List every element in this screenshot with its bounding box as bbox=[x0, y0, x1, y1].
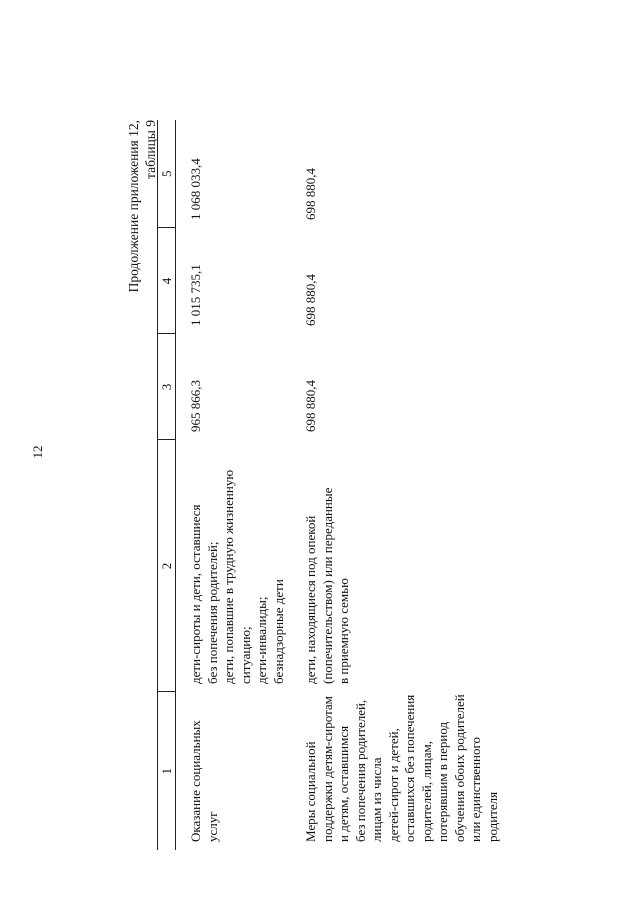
row1-value-4: 1 015 735,1 bbox=[188, 264, 203, 326]
row2-recipients-cell: дети, находящиеся под опекой (попечительством) или переданные в приемную семью bbox=[303, 487, 351, 684]
row1-value-3: 965 866,3 bbox=[188, 380, 203, 432]
header-cell: 1 bbox=[158, 692, 176, 850]
row1-measure-cell: Оказание социальных услуг bbox=[188, 720, 220, 842]
table-caption bbox=[125, 120, 159, 292]
header-cell: 2 bbox=[158, 440, 176, 692]
row2-value-5: 698 880,4 bbox=[303, 168, 318, 220]
page-number: 12 bbox=[30, 445, 45, 459]
caption-line-2: таблицы 9 bbox=[143, 120, 158, 179]
row2-value-4: 698 880,4 bbox=[303, 274, 318, 326]
table-row bbox=[176, 120, 288, 850]
row2-measure-cell: Меры социальной поддержки детям-сиротам и детям, оставшимся без попечения родителей, лицам из числа детей-сирот и детей, оставшихся без попечения родителей, лицам, потерявшим в период обучения обоих родителей или единственного родителя bbox=[303, 694, 500, 842]
header-cell: 4 bbox=[158, 228, 176, 334]
header-cell: 5 bbox=[158, 120, 176, 228]
table-header-row bbox=[158, 120, 176, 850]
rotated-content bbox=[75, 80, 545, 880]
data-table bbox=[157, 120, 501, 850]
row1-value-5: 1 068 033,4 bbox=[188, 158, 203, 220]
row2-value-3: 698 880,4 bbox=[303, 380, 318, 432]
header-cell: 3 bbox=[158, 334, 176, 440]
caption-line-1: Продолжение приложения 12, bbox=[126, 120, 141, 293]
row1-recipients-cell: дети-сироты и дети, оставшиеся без попечения родителей; дети, попавшие в трудную жизненную ситуацию; дети-инвалиды; безнадзорные дети bbox=[188, 469, 286, 684]
table-row bbox=[287, 120, 501, 850]
